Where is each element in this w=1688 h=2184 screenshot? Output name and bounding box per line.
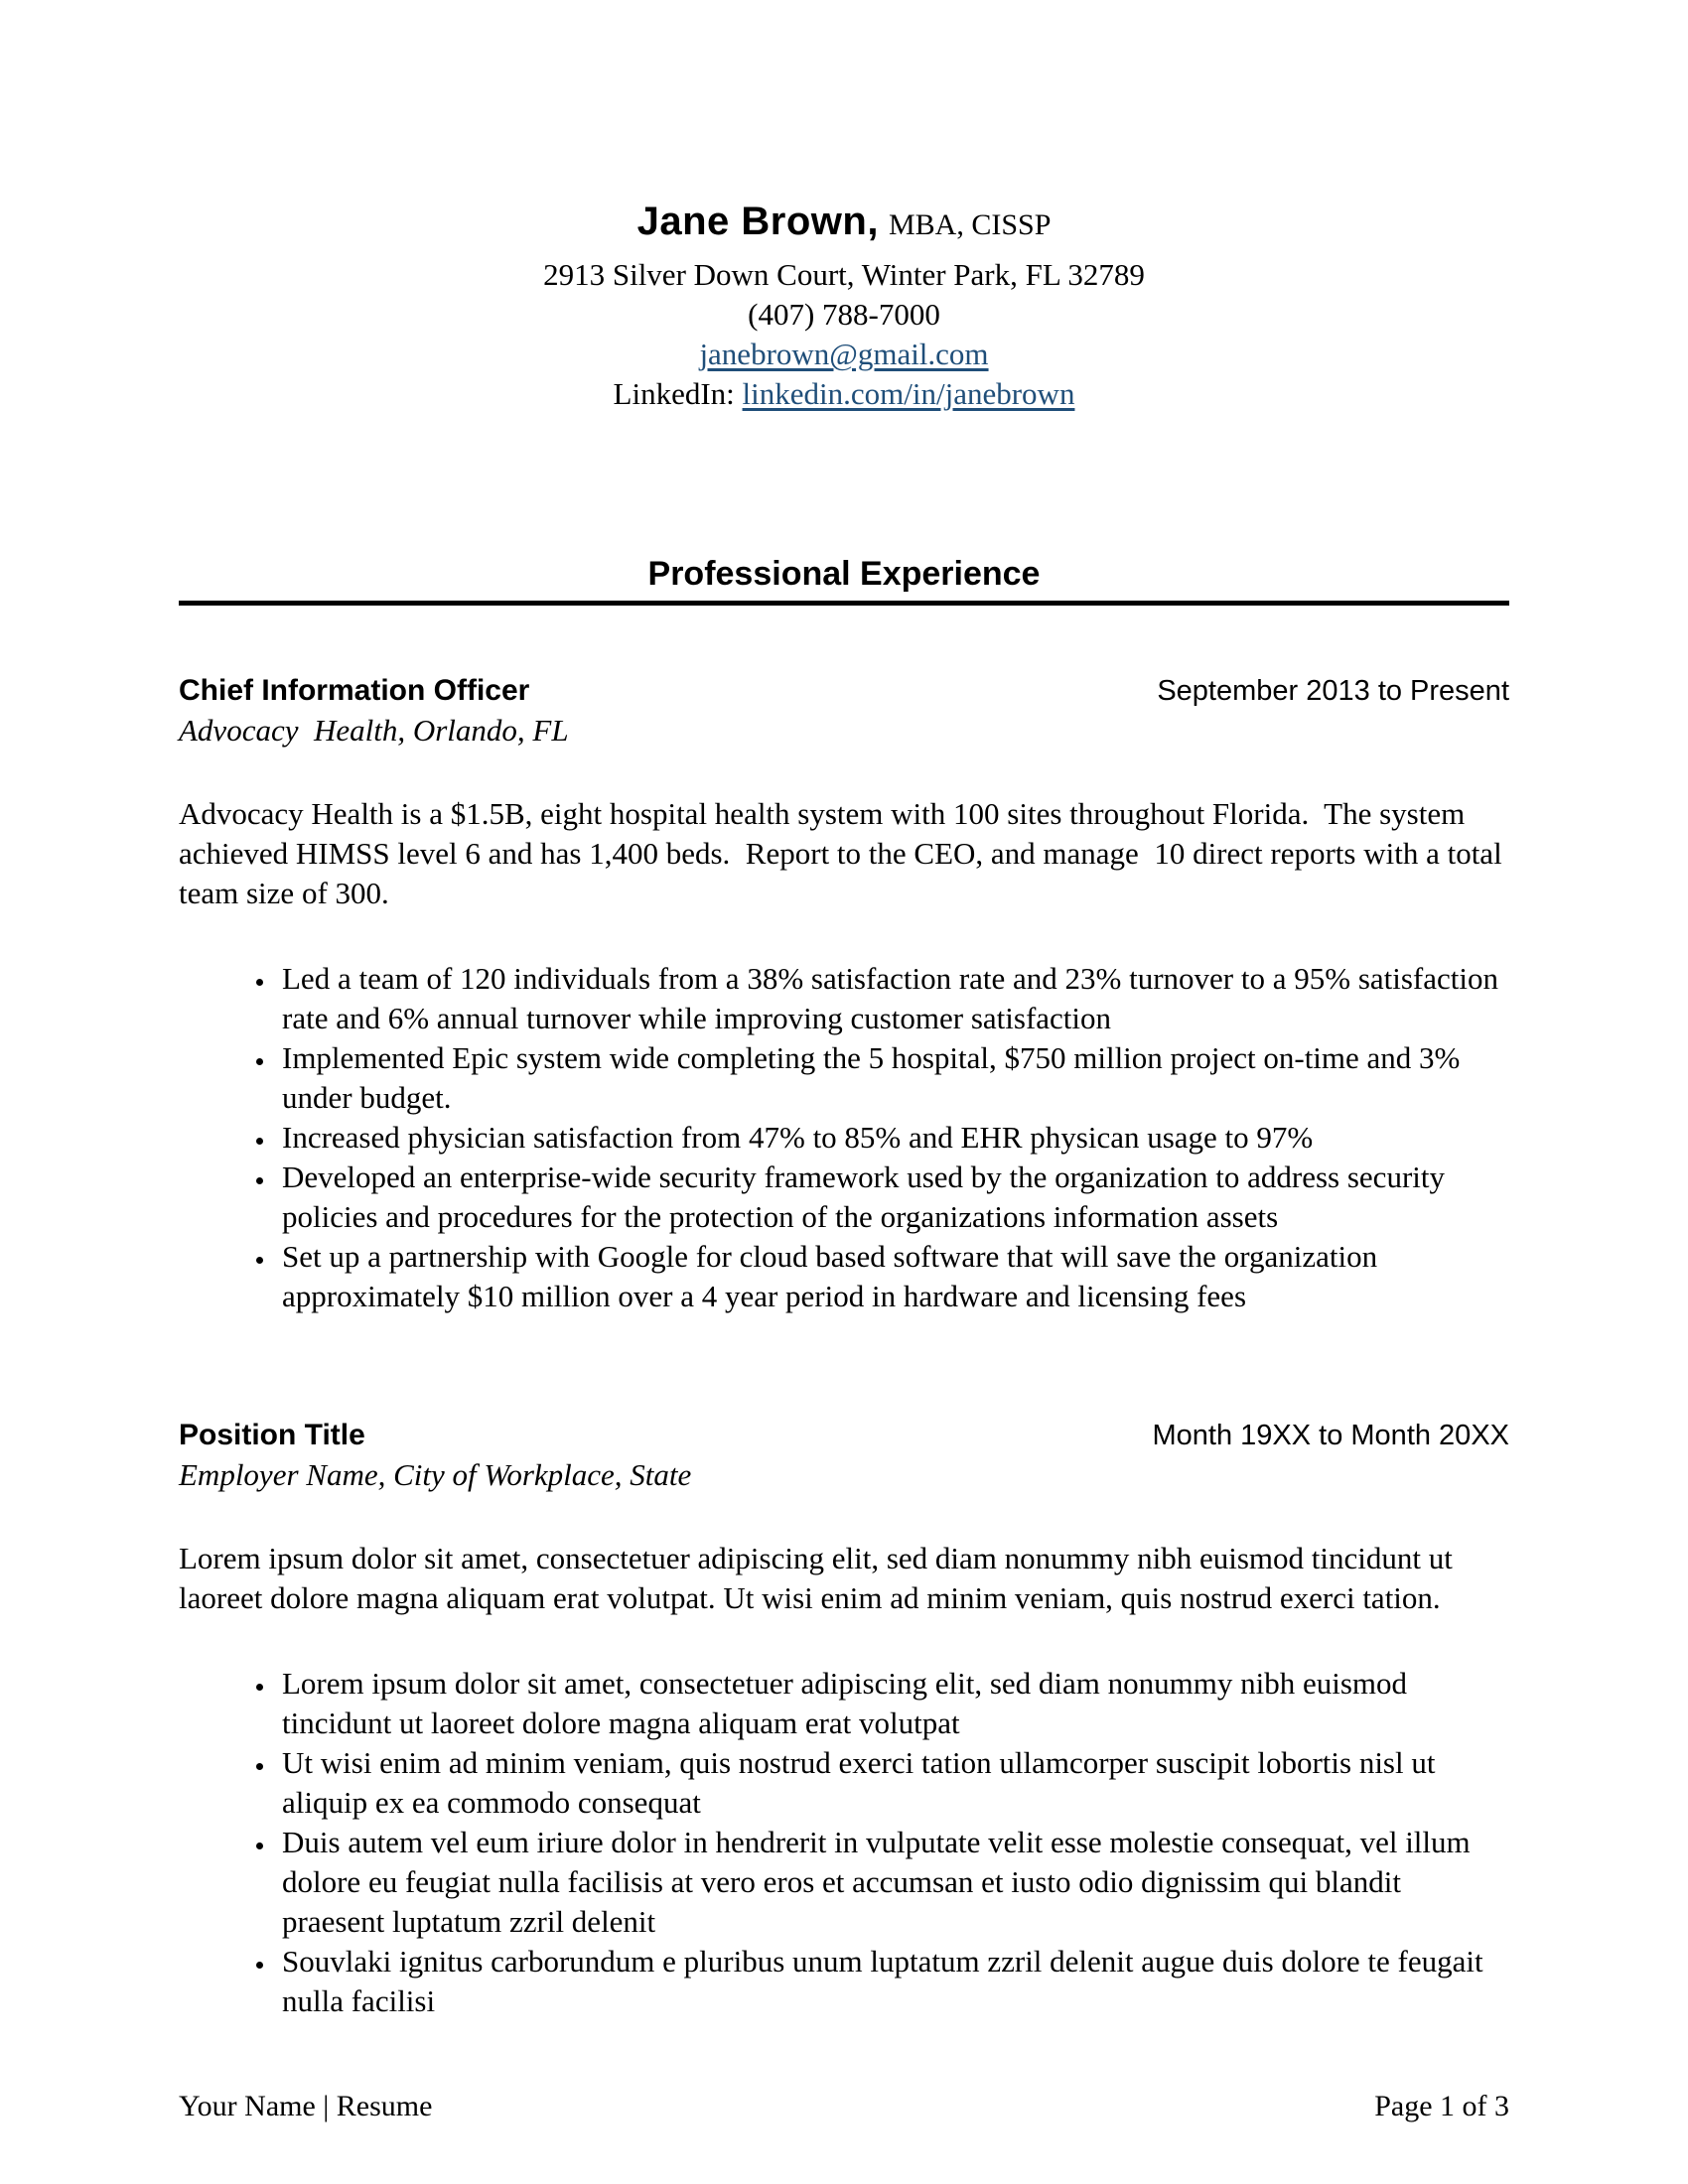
footer-left: Your Name | Resume — [179, 2090, 433, 2122]
contact-block — [179, 197, 1509, 414]
job-entry-placeholder — [179, 1416, 1509, 2021]
name-line — [179, 197, 1509, 255]
job-bullet-list — [179, 959, 1509, 1316]
linkedin-line — [179, 374, 1509, 414]
footer-page-number: Page 1 of 3 — [1374, 2090, 1509, 2122]
bullet-item: • Lorem ipsum dolor sit amet, consectetuer adipiscing elit, sed diam nonummy nibh euismod tincidunt ut laoreet dolore magna aliquam erat volutpat — [276, 1664, 1509, 1743]
bullet-item: • Duis autem vel eum iriure dolor in hendrerit in vulputate velit esse molestie consequat, vel illum dolore eu feugiat nulla facilisis at vero eros et accumsan et iusto odio dignissim qui blandit praesent luptatum zzril delenit — [276, 1823, 1509, 1942]
job-bullet-list — [179, 1664, 1509, 2021]
job-dates: Month 19XX to Month 20XX — [1152, 1420, 1509, 1451]
page-footer — [179, 2087, 1509, 2126]
linkedin-link[interactable]: linkedin.com/in/janebrown — [742, 376, 1075, 411]
bullet-item: • Ut wisi enim ad minim veniam, quis nostrud exerci tation ullamcorper suscipit lobortis nisl ut aliquip ex ea commodo consequat — [276, 1743, 1509, 1823]
linkedin-label: LinkedIn: — [613, 376, 743, 411]
credentials: MBA, CISSP — [888, 208, 1052, 241]
bullet-item: • Led a team of 120 individuals from a 38% satisfaction rate and 23% turnover to a 95% satisfaction rate and 6% annual turnover while improving customer satisfaction — [276, 959, 1509, 1038]
job-employer: Employer Name, City of Workplace, State — [179, 1457, 692, 1492]
job-head — [179, 671, 1509, 711]
bullet-item: • Souvlaki ignitus carborundum e pluribus unum luptatum zzril delenit augue duis dolore te feugait nulla facilisi — [276, 1942, 1509, 2021]
job-title: Position Title — [179, 1419, 365, 1451]
person-name: Jane Brown, — [636, 200, 879, 243]
job-head — [179, 1416, 1509, 1455]
section-title: Professional Experience — [647, 555, 1041, 593]
email-link[interactable]: janebrown@gmail.com — [699, 337, 989, 371]
job-dates: September 2013 to Present — [1157, 675, 1509, 707]
phone-line: (407) 788-7000 — [748, 297, 940, 332]
address-line: 2913 Silver Down Court, Winter Park, FL 32789 — [543, 257, 1145, 292]
job-summary: Lorem ipsum dolor sit amet, consectetuer adipiscing elit, sed diam nonummy nibh euismod tincidunt ut laoreet dolore magna aliquam erat volutpat. Ut wisi enim ad minim veniam, quis nostrud exerci tation. — [179, 1541, 1461, 1615]
bullet-item: • Implemented Epic system wide completing the 5 hospital, $750 million project on-time and 3% under budget. — [276, 1038, 1509, 1118]
job-employer: Advocacy Health, Orlando, FL — [179, 713, 569, 748]
job-title: Chief Information Officer — [179, 674, 530, 707]
bullet-item: • Developed an enterprise-wide security framework used by the organization to address security policies and procedures for the protection of the organizations information assets — [276, 1158, 1509, 1237]
bullet-item: • Set up a partnership with Google for cloud based software that will save the organization approximately $10 million over a 4 year period in hardware and licensing fees — [276, 1237, 1509, 1316]
email-line — [179, 335, 1509, 374]
job-entry-cio — [179, 671, 1509, 1316]
bullet-item: • Increased physician satisfaction from 47% to 85% and EHR physican usage to 97% — [276, 1118, 1509, 1158]
section-heading-rule — [179, 555, 1509, 606]
job-summary: Advocacy Health is a $1.5B, eight hospital health system with 100 sites throughout Florida. The system achieved HIMSS level 6 and has 1,400 beds. Report to the CEO, and manage 10 direct reports with a total team size of 300. — [179, 796, 1510, 910]
